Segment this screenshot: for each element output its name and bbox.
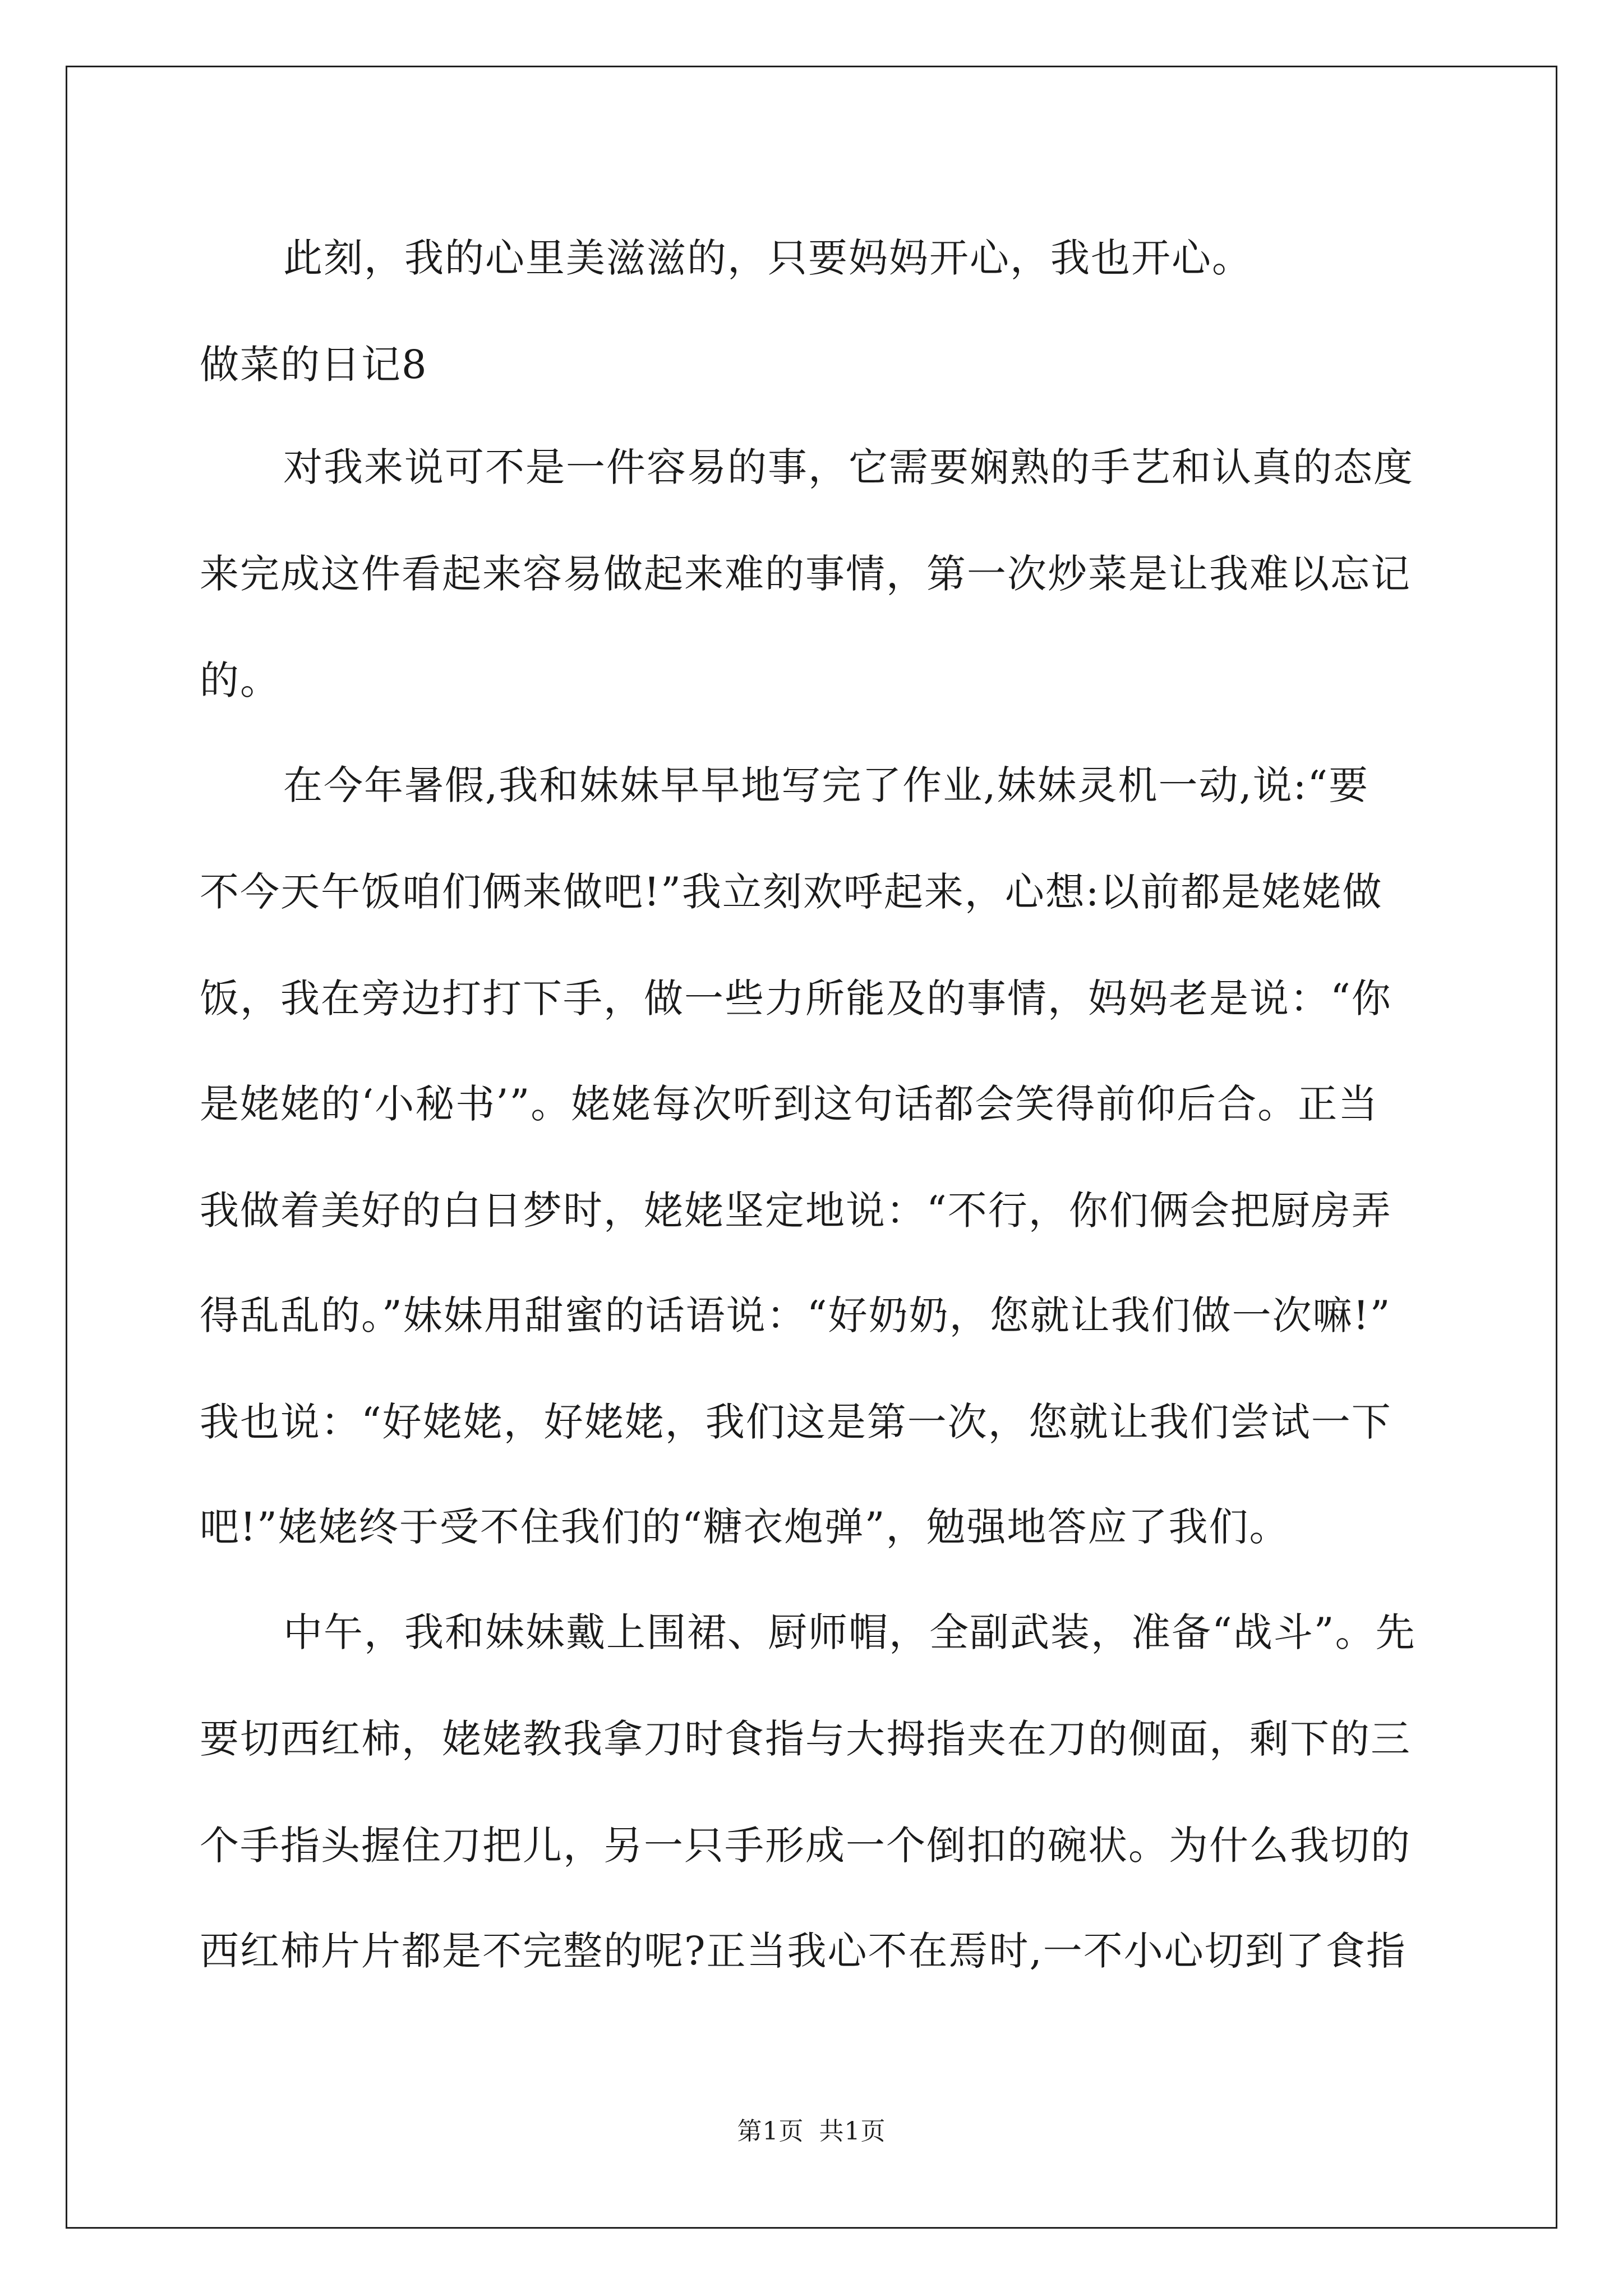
paragraph-line: 不今天午饭咱们俩来做吧!”我立刻欢呼起来，心想:以前都是姥姥做 (200, 869, 1383, 915)
paragraph-line: 吧!”姥姥终于受不住我们的“糖衣炮弹”，勉强地答应了我们。 (200, 1504, 1290, 1550)
paragraph-line: 饭，我在旁边打打下手，做一些力所能及的事情，妈妈老是说：“你 (200, 976, 1392, 1022)
paragraph-line: 此刻，我的心里美滋滋的，只要妈妈开心，我也开心。 (283, 235, 1252, 281)
paragraph-line: 西红柿片片都是不完整的呢?正当我心不在焉时,一不小心切到了食指 (200, 1928, 1407, 1974)
paragraph-line: 来完成这件看起来容易做起来难的事情，第一次炒菜是让我难以忘记 (200, 551, 1411, 597)
paragraph-line: 个手指头握住刀把儿，另一只手形成一个倒扣的碗状。为什么我切的 (200, 1823, 1411, 1869)
paragraph-line: 我做着美好的白日梦时，姥姥坚定地说：“不行，你们俩会把厨房弄 (200, 1188, 1392, 1234)
paragraph-line: 得乱乱的。”妹妹用甜蜜的话语说：“好奶奶，您就让我们做一次嘛!” (200, 1292, 1391, 1338)
paragraph-line: 是姥姥的‘小秘书’”。姥姥每次听到这句话都会笑得前仰后合。正当 (200, 1081, 1379, 1127)
paragraph-line: 我也说：“好姥姥，好姥姥，我们这是第一次，您就让我们尝试一下 (200, 1399, 1392, 1445)
page-number-current: 第1页 (737, 2117, 804, 2146)
paragraph-line: 在今年暑假,我和妹妹早早地写完了作业,妹妹灵机一动,说:“要 (283, 762, 1370, 808)
page-number-total: 共1页 (819, 2117, 886, 2146)
paragraph-line: 的。 (200, 657, 280, 703)
section-heading: 做菜的日记8 (200, 342, 428, 388)
page-footer (0, 2115, 1623, 2148)
paragraph-line: 中午，我和妹妹戴上围裙、厨师帽，全副武装，准备“战斗”。先 (283, 1609, 1416, 1655)
paragraph-line: 要切西红柿，姥姥教我拿刀时食指与大拇指夹在刀的侧面，剩下的三 (200, 1716, 1411, 1762)
paragraph-line: 对我来说可不是一件容易的事，它需要娴熟的手艺和认真的态度 (283, 444, 1414, 490)
